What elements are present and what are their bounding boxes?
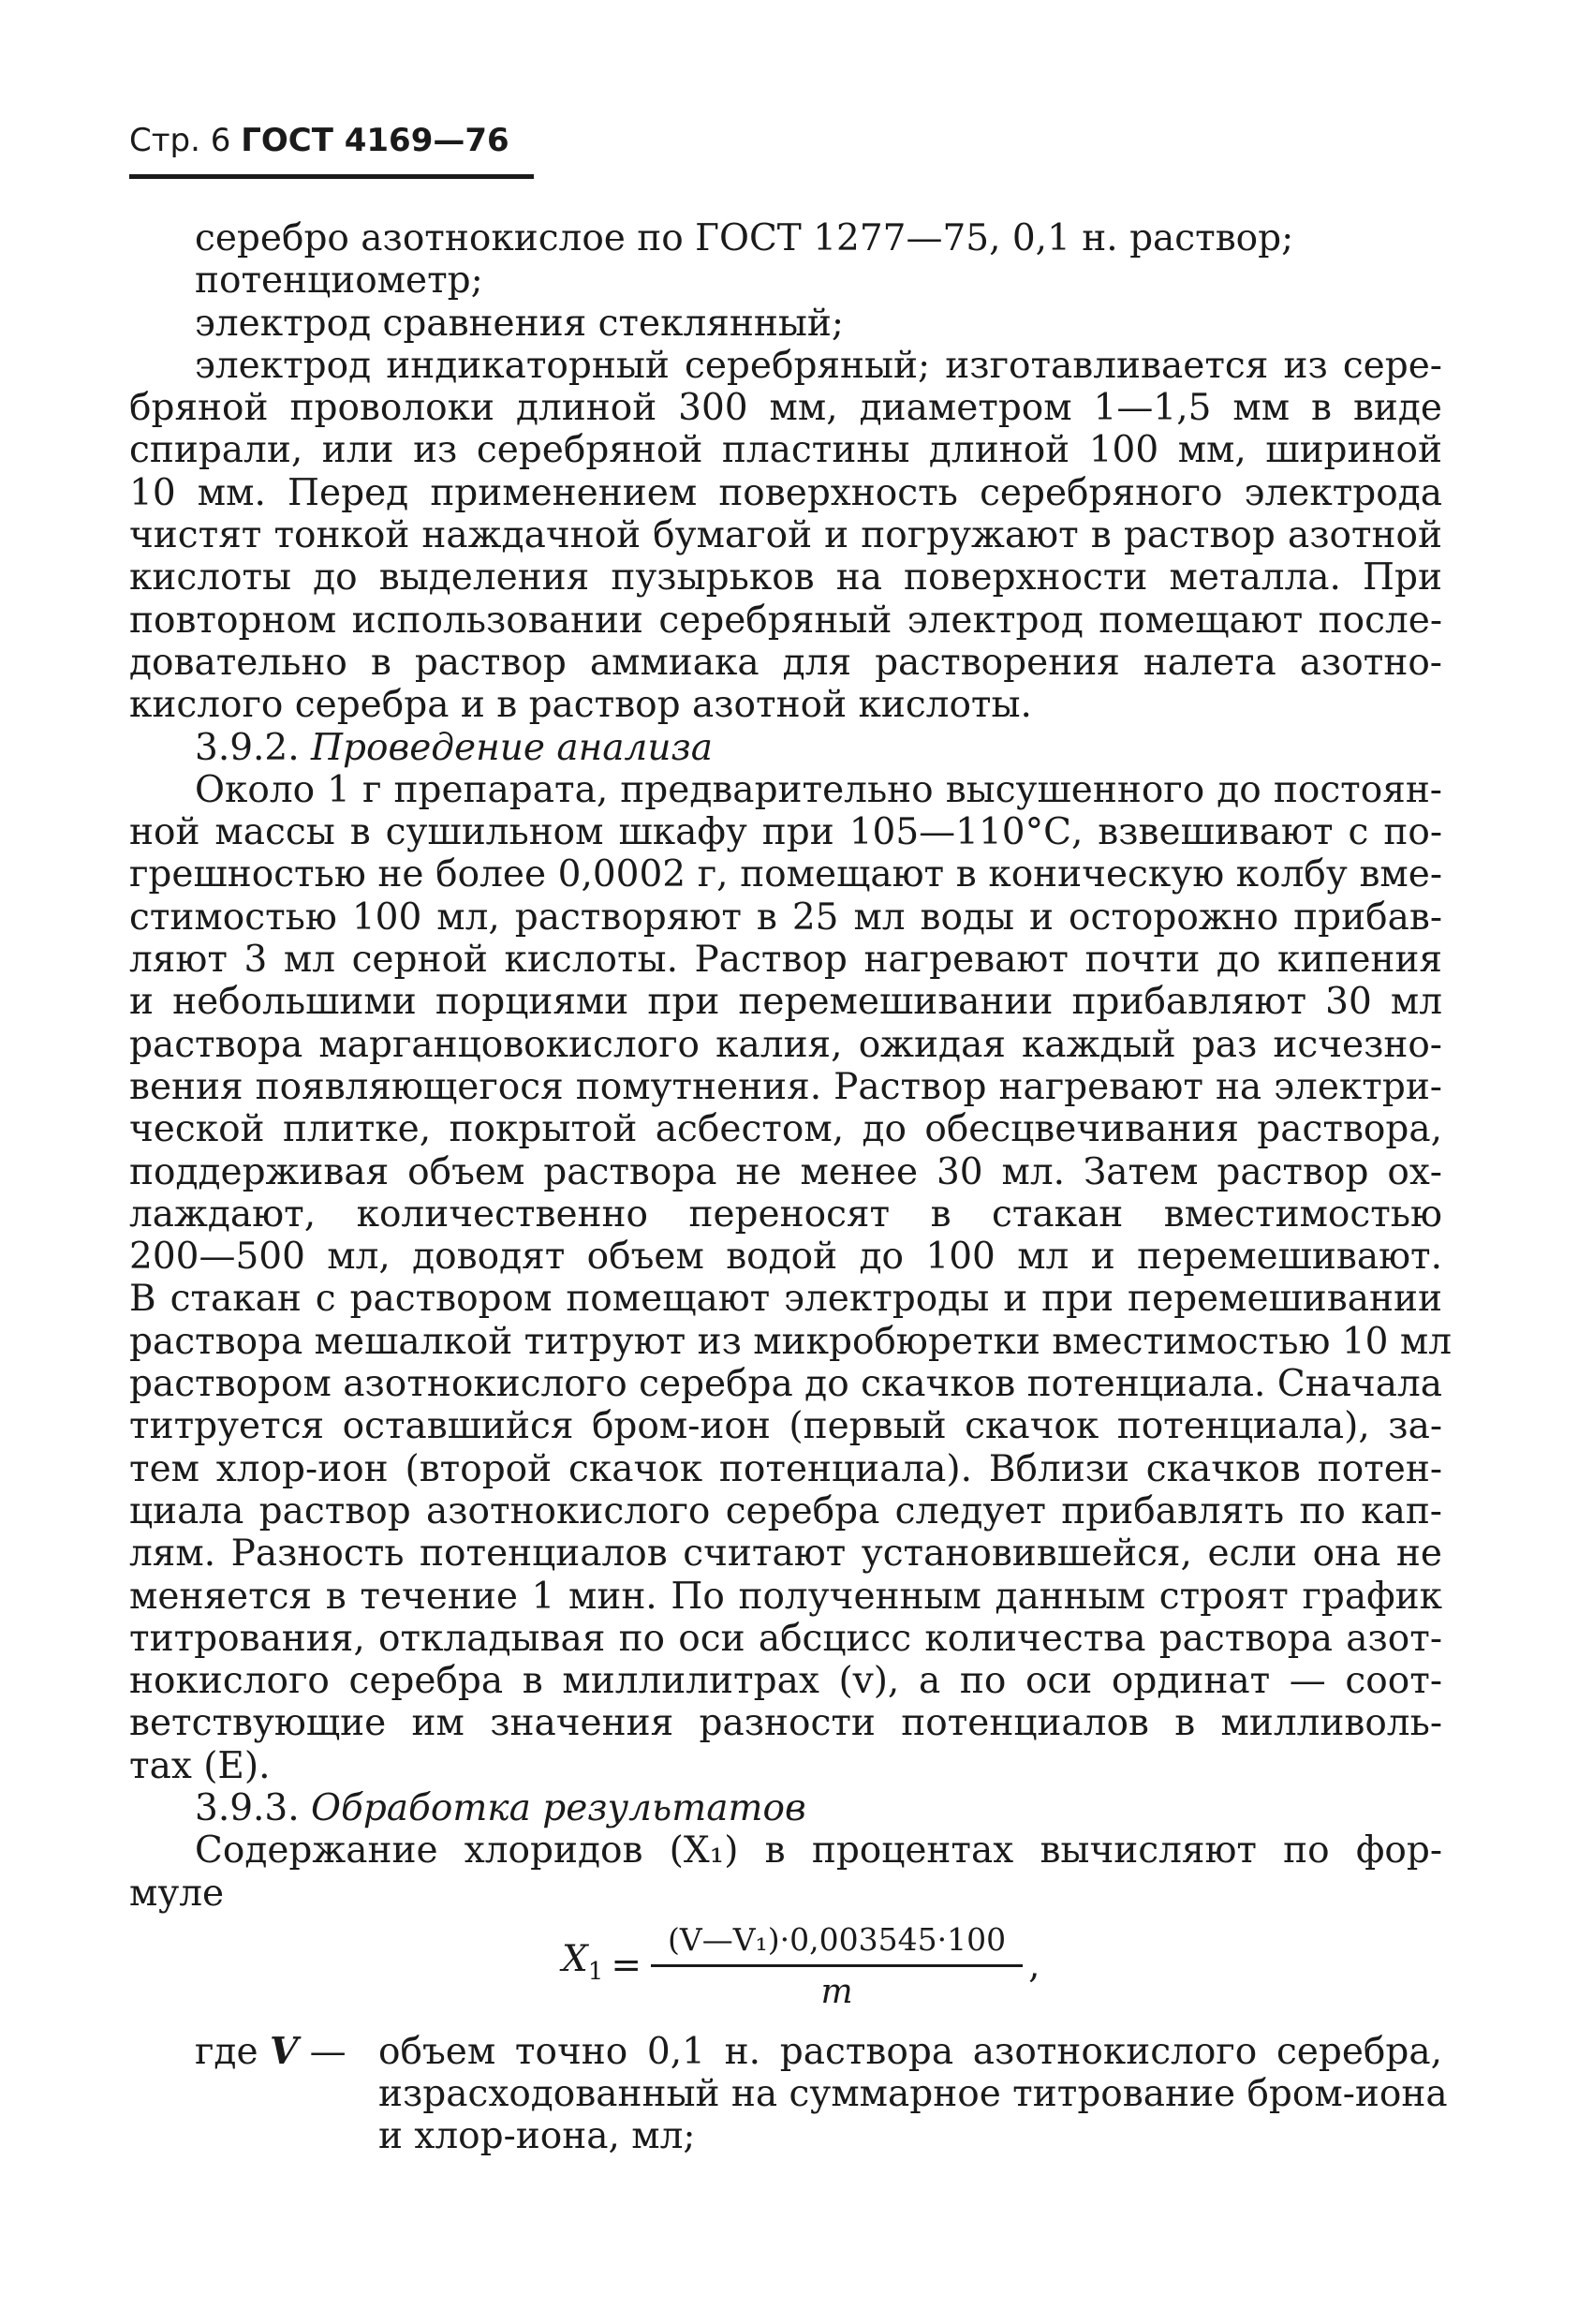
paragraph-line: бряной проволоки длиной 300 мм, диаметром 1—1,5 мм в виде (129, 387, 1442, 430)
formula-block (129, 1918, 1442, 2031)
formula (562, 1918, 1040, 2014)
paragraph-line: В стакан с раствором помещают электроды и при перемешивании (129, 1278, 1442, 1321)
section-title: Проведение анализа (311, 726, 714, 769)
paragraph-line: вения появляющегося помутнения. Раствор нагревают на электри- (129, 1065, 1442, 1108)
list-line: серебро азотнокислое по ГОСТ 1277—75, 0,1 н. раствор; (195, 217, 1294, 259)
paragraph-line: титрования, откладывая по оси абсцисс количества раствора азот- (129, 1617, 1442, 1660)
section-title: Обработка результатов (311, 1786, 806, 1829)
section-number: 3.9.3. (195, 1786, 300, 1829)
paragraph-line: циала раствор азотнокислого серебра следует прибавлять по кап- (129, 1489, 1442, 1532)
list-line: электрод сравнения стеклянный; (195, 302, 844, 345)
where-word: где (195, 2030, 258, 2073)
paragraph-line: спирали, или из серебряной пластины длиной 100 мм, шириной (129, 429, 1442, 472)
list-line: потенциометр; (195, 259, 483, 303)
formula-numerator: (V—V₁)·0,003545·100 (668, 1920, 1007, 1958)
page-header (129, 120, 509, 161)
paragraph-line: меняется в течение 1 мин. По полученным данным строят график (129, 1575, 1442, 1618)
where-label (195, 2031, 347, 2073)
formula-subscript: 1 (587, 1957, 604, 1986)
paragraph-line: кислого серебра и в раствор азотной кислоты. (129, 684, 1032, 727)
paragraph-line: кислоты до выделения пузырьков на поверхности металла. При (129, 556, 1442, 600)
paragraph-line: лаждают, количественно переносят в стакан вместимостью (129, 1192, 1442, 1236)
paragraph-line: ческой плитке, покрытой асбестом, до обесцвечивания раствора, (129, 1108, 1442, 1151)
paragraph-line: чистят тонкой наждачной бумагой и погружают в раствор азотной (129, 514, 1442, 557)
where-line: израсходованный на суммарное титрование бром-иона (378, 2073, 1448, 2116)
where-variable: V (269, 2029, 299, 2073)
paragraph-line: нокислого серебра в миллилитрах (v), а по оси ординат — соот- (129, 1660, 1442, 1703)
standard-number: ГОСТ 4169—76 (241, 122, 509, 159)
page-number: Стр. 6 (129, 122, 231, 159)
paragraph-line: тем хлор-ион (второй скачок потенциала). Вблизи скачков потен- (129, 1447, 1442, 1490)
formula-comma: , (1028, 1945, 1040, 1988)
paragraph-line: ветствующие им значения разности потенциалов в милливоль- (129, 1702, 1442, 1745)
section-heading-3-9-3 (129, 1787, 1442, 1829)
where-clause (129, 2029, 1448, 2158)
paragraph-line: Содержание хлоридов (X₁) в процентах вычисляют по фор- (195, 1829, 1442, 1873)
paragraph-line: грешностью не более 0,0002 г, помещают в коническую колбу вме- (129, 853, 1442, 896)
formula-denominator: m (820, 1973, 853, 2012)
paragraph-line: электрод индикаторный серебряный; изготавливается из сере- (195, 344, 1442, 387)
section-heading-3-9-2 (129, 727, 1442, 769)
paragraph-line: и небольшими порциями при перемешивании прибавляют 30 мл (129, 981, 1442, 1024)
paragraph-line: 200—500 мл, доводят объем водой до 100 мл и перемешивают. (129, 1236, 1442, 1279)
formula-variable: X (562, 1938, 588, 1981)
paragraph-line: стимостью 100 мл, растворяют в 25 мл воды и осторожно прибав- (129, 896, 1442, 939)
paragraph-line: раствора марганцовокислого калия, ожидая каждый раз исчезно- (129, 1023, 1442, 1066)
formula-fraction (651, 1918, 1023, 2014)
paragraph-line: тах (Е). (129, 1744, 271, 1787)
paragraph-line: повторном использовании серебряный электрод помещают после- (129, 599, 1442, 642)
where-line: объем точно 0,1 н. раствора азотнокислого серебра, (378, 2030, 1442, 2073)
formula-equals: = (611, 1945, 642, 1988)
paragraph-line: ляют 3 мл серной кислоты. Раствор нагревают почти до кипения (129, 939, 1442, 982)
paragraph-line: ной массы в сушильном шкафу при 105—110°С, взвешивают с по- (129, 811, 1442, 854)
where-dash: — (309, 2030, 347, 2073)
where-line: и хлор-иона, мл; (378, 2115, 696, 2158)
paragraph-line: муле (129, 1872, 225, 1915)
paragraph-line: довательно в раствор аммиака для растворения налета азотно- (129, 641, 1442, 684)
header-rule (129, 174, 534, 179)
section-number: 3.9.2. (195, 726, 300, 769)
formula-lhs (562, 1938, 611, 1993)
paragraph-line: поддерживая объем раствора не менее 30 мл. Затем раствор ох- (129, 1150, 1442, 1193)
paragraph-line: 10 мм. Перед применением поверхность серебряного электрода (129, 471, 1442, 514)
paragraph-line: раствора мешалкой титруют из микробюретки вместимостью 10 мл (129, 1320, 1452, 1363)
document-body (129, 217, 1452, 2158)
paragraph-line: лям. Разность потенциалов считают установившейся, если она не (129, 1532, 1442, 1576)
paragraph-line: раствором азотнокислого серебра до скачков потенциала. Сначала (129, 1363, 1442, 1406)
paragraph-line: Около 1 г препарата, предварительно высушенного до постоян- (195, 768, 1442, 811)
paragraph-line: титруется оставшийся бром-ион (первый скачок потенциала), за- (129, 1405, 1442, 1448)
